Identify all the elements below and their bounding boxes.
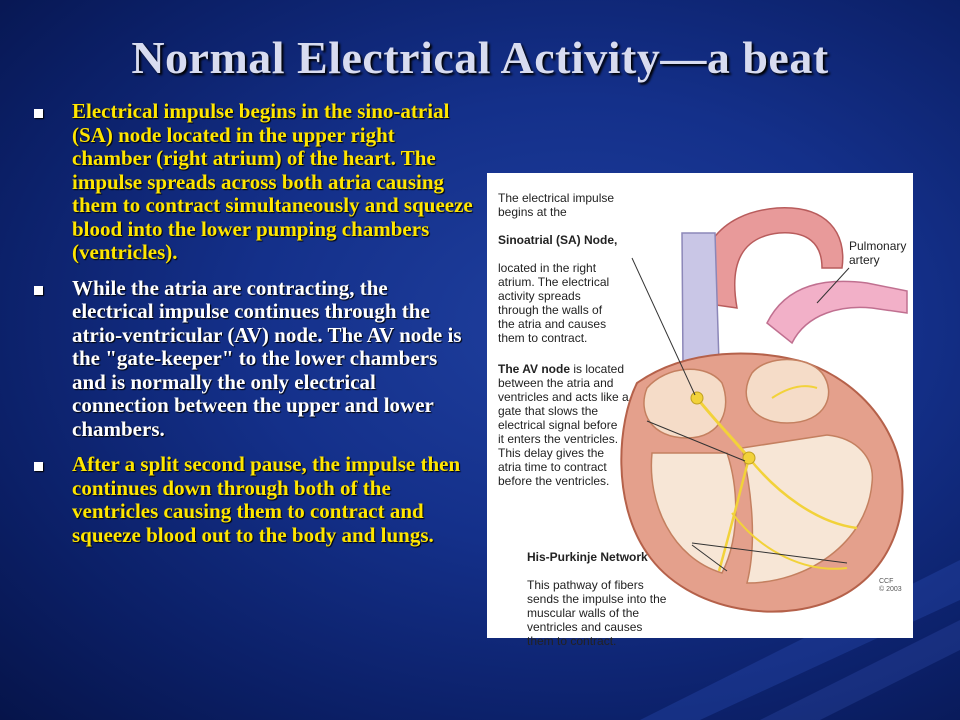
bullet-text: After a split second pause, the impulse then continues down through both of the ventricles causing them to contract and squeeze blood out to the body and lungs. [72,452,461,547]
sa-caption-intro: The electrical impulse begins at the [498,191,615,219]
bullet-list [34,100,474,559]
slide-title: Normal Electrical Activity—a beat [131,32,829,83]
pulmonary-artery-shape [767,281,907,343]
vena-cava-shape [682,233,719,368]
av-caption-title: The AV node [498,362,570,376]
bullet-text: Electrical impulse begins in the sino-atrial (SA) node located in the upper right chamber (right atrium) of the heart. The impulse spreads across both atria causing them to contract simultaneously and squeeze blood into the lower pumping chambers (ventricles). [72,99,473,264]
av-node-caption [498,348,673,488]
av-caption-body: is located between the atria and ventricles and acts like a gate that slows the electrical signal before it enters the ventricles. This delay gives the atria time to contract before the ventricles. [498,362,629,488]
his-caption-body: This pathway of fibers sends the impulse into the muscular walls of the ventricles and causes them to contract. [527,578,667,648]
bullet-item [34,277,474,442]
pulmonary-artery-label: Pulmonary artery [849,239,907,267]
his-caption-title: His-Purkinje Network [527,550,648,564]
bullet-square-icon [34,109,43,118]
bullet-item [34,100,474,265]
sa-node-caption [498,177,648,345]
copyright-mark: CCF © 2003 [879,578,902,593]
bullet-text: While the atria are contracting, the electrical impulse continues through the atrio-ventricular (AV) node. The AV node is the "gate-keeper" to the lower chambers and is normally the only electrical connection between the upper and lower chambers. [72,275,462,441]
sa-node-mark [691,392,703,404]
bullet-square-icon [34,286,43,295]
sa-caption-title: Sinoatrial (SA) Node, [498,233,618,247]
his-purkinje-caption [527,536,707,648]
heart-conduction-diagram [487,173,913,648]
sa-caption-body: located in the right atrium. The electrical activity spreads through the walls of the atria and causes them to contract. [498,261,610,345]
bullet-item [34,453,474,547]
left-atrium-shape [746,360,828,424]
av-node-mark [743,452,755,464]
bullet-square-icon [34,462,43,471]
